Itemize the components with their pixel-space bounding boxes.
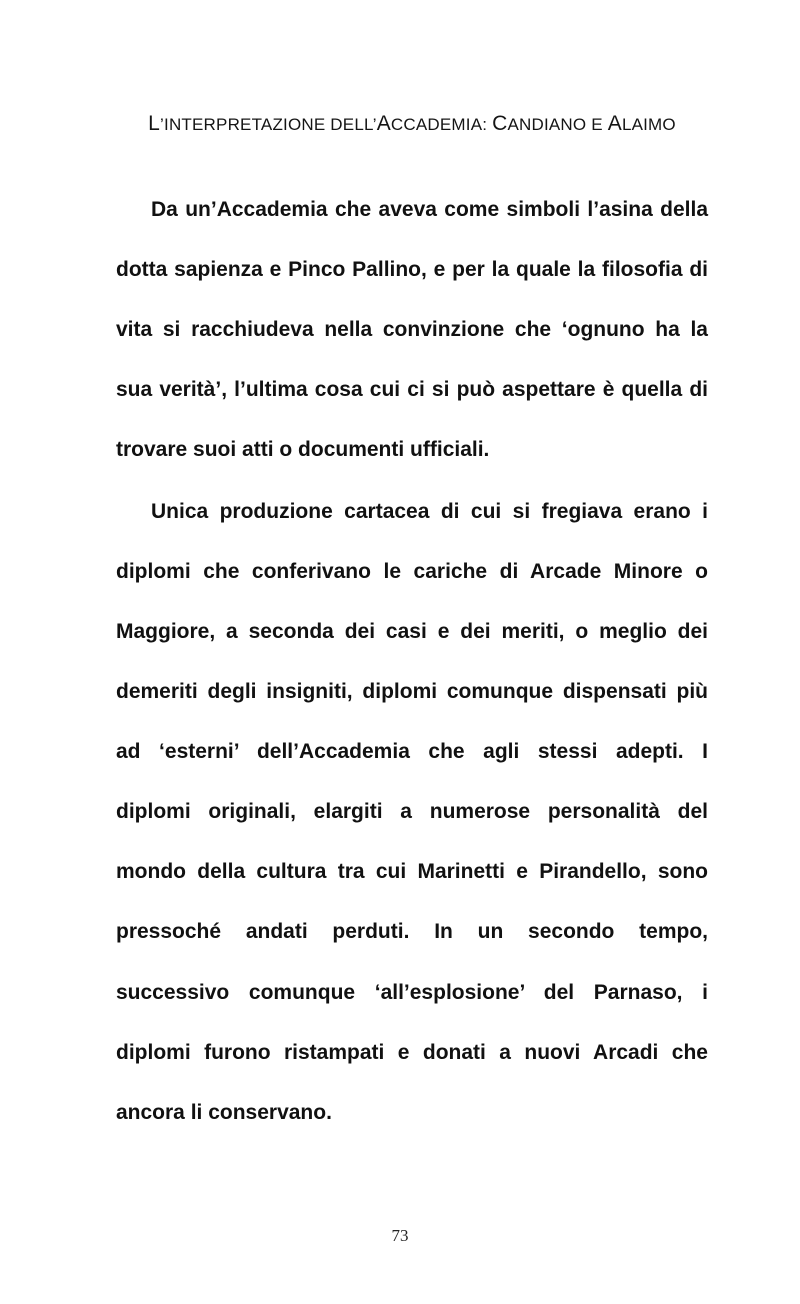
paragraph-line: Maggiore, a seconda dei casi e dei meriti, o meglio dei	[116, 620, 708, 643]
paragraph-line: trovare suoi atti o documenti ufficiali.	[116, 438, 490, 461]
paragraph-line: vita si racchiudeva nella convinzione che ‘ognuno ha la	[116, 318, 708, 341]
paragraph-line: diplomi originali, elargiti a numerose personalità del	[116, 800, 708, 823]
heading-text: ’INTERPRETAZIONE DELL’	[160, 115, 377, 134]
paragraph-line: dotta sapienza e Pinco Pallino, e per la quale la filosofia di	[116, 258, 708, 281]
heading-text: LAIMO	[621, 115, 676, 134]
paragraph-line: ancora li conservano.	[116, 1101, 332, 1124]
paragraph-line: ad ‘esterni’ dell’Accademia che agli stessi adepti. I	[116, 740, 708, 763]
paragraph-line: successivo comunque ‘all’esplosione’ del Parnaso, i	[116, 981, 708, 1004]
heading-initial: C	[492, 112, 508, 135]
paragraph-line: Unica produzione cartacea di cui si fregiava erano i	[151, 500, 708, 523]
paragraph-line: diplomi furono ristampati e donati a nuovi Arcadi che	[116, 1041, 708, 1064]
paragraph-line: demeriti degli insigniti, diplomi comunque dispensati più	[116, 680, 708, 703]
heading-text: ANDIANO E	[507, 115, 608, 134]
heading-text: CCADEMIA:	[390, 115, 493, 134]
section-heading	[116, 112, 708, 136]
paragraph-line: mondo della cultura tra cui Marinetti e Pirandello, sono	[116, 860, 708, 883]
paragraph-line: pressoché andati perduti. In un secondo tempo,	[116, 920, 708, 943]
paragraph-line: sua verità’, l’ultima cosa cui ci si può aspettare è quella di	[116, 378, 708, 401]
paragraph-line: diplomi che conferivano le cariche di Arcade Minore o	[116, 560, 708, 583]
paragraph-line: Da un’Accademia che aveva come simboli l’asina della	[151, 198, 708, 221]
heading-initial: A	[607, 112, 622, 135]
page-number: 73	[391, 1226, 409, 1245]
heading-initial: A	[376, 112, 391, 135]
heading-initial: L	[148, 112, 161, 135]
